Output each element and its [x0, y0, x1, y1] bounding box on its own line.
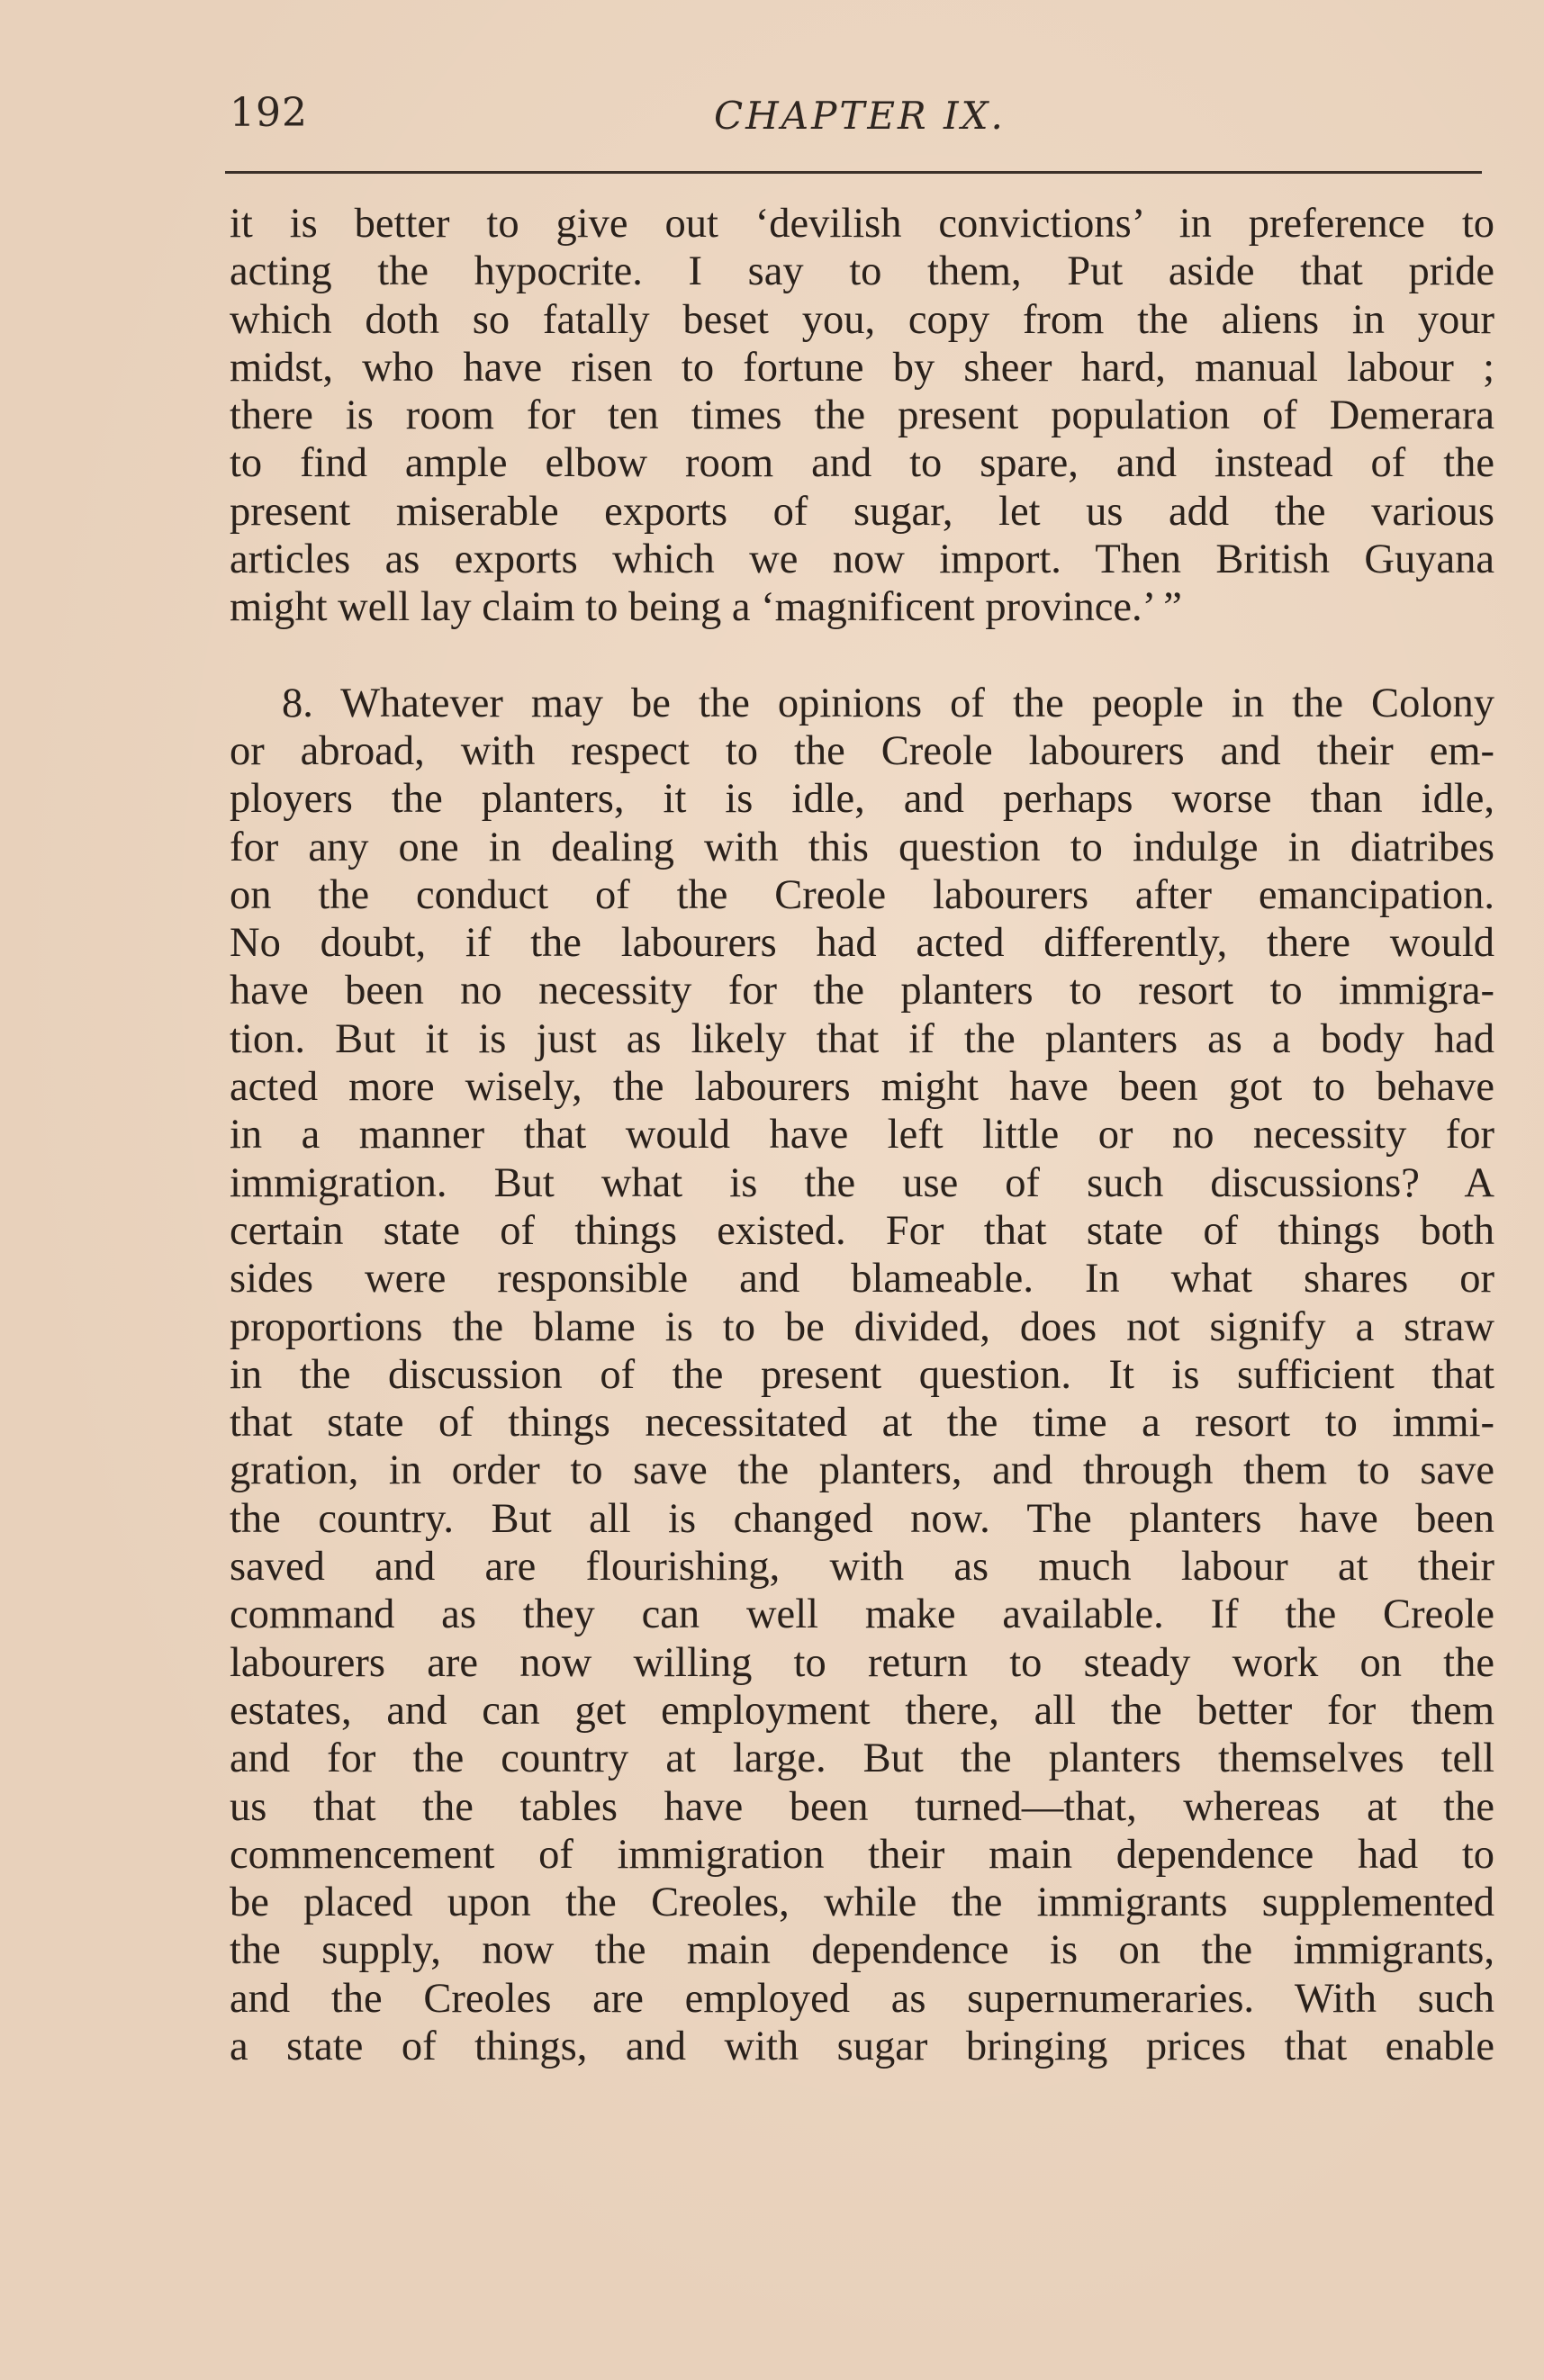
text-line: the country. But all is changed now. The planters have been	[230, 1495, 1494, 1542]
text-line: be placed upon the Creoles, while the immigrants supplemented	[230, 1880, 1494, 1926]
text-line: present miserable exports of sugar, let us add the various	[230, 488, 1494, 535]
text-line: saved and are flourishing, with as much labour at their	[230, 1544, 1494, 1591]
text-line: immigration. But what is the use of such discussions? A	[230, 1159, 1494, 1206]
text-line: and for the country at large. But the planters themselves tell	[230, 1735, 1494, 1782]
paragraph-8	[230, 680, 1494, 2071]
text-line: certain state of things existed. For that state of things both	[230, 1207, 1494, 1254]
paragraph-gap	[230, 632, 1494, 680]
page-number: 192	[230, 90, 308, 136]
text-line: proportions the blame is to be divided, does not signify a straw	[230, 1303, 1494, 1350]
text-line: us that the tables have been turned—that, whereas at the	[230, 1783, 1494, 1830]
text-line: there is room for ten times the present population of Demerara	[230, 392, 1494, 439]
text-line: the supply, now the main dependence is on the immigrants,	[230, 1927, 1494, 1974]
text-line: to find ample elbow room and to spare, and instead of the	[230, 440, 1494, 487]
paragraph-continued	[230, 200, 1494, 632]
text-line: that state of things necessitated at the time a resort to immi-	[230, 1400, 1494, 1447]
text-line: commencement of immigration their main dependence had to	[230, 1831, 1494, 1878]
text-line: on the conduct of the Creole labourers after emancipation.	[230, 871, 1494, 918]
text-line: acted more wisely, the labourers might have been got to behave	[230, 1064, 1494, 1111]
text-line: for any one in dealing with this question to indulge in diatribes	[230, 824, 1494, 870]
body-text	[230, 200, 1494, 2070]
text-line: have been no necessity for the planters to resort to immigra-	[230, 968, 1494, 1014]
text-line: and the Creoles are employed as supernumeraries. With such	[230, 1975, 1494, 2022]
text-line: gration, in order to save the planters, and through them to save	[230, 1447, 1494, 1494]
text-line: might well lay claim to being a ‘magnificent province.’ ”	[230, 584, 1182, 631]
text-line: 8. Whatever may be the opinions of the people in the Colony	[282, 680, 1494, 726]
text-line: estates, and can get employment there, all the better for them	[230, 1687, 1494, 1734]
text-line: in the discussion of the present question. It is sufficient that	[230, 1351, 1494, 1398]
text-line: which doth so fatally beset you, copy from the aliens in your	[230, 296, 1494, 343]
text-line: midst, who have risen to fortune by sheer hard, manual labour ;	[230, 344, 1494, 391]
text-line: a state of things, and with sugar bringing prices that enable	[230, 2023, 1494, 2069]
text-line: in a manner that would have left little or no necessity for	[230, 1112, 1494, 1158]
text-line: it is better to give out ‘devilish convictions’ in preference to	[230, 201, 1494, 247]
text-line: ployers the planters, it is idle, and perhaps worse than idle,	[230, 776, 1494, 823]
text-line: acting the hypocrite. I say to them, Put aside that pride	[230, 248, 1494, 295]
text-line: tion. But it is just as likely that if the planters as a body had	[230, 1015, 1494, 1062]
text-line: labourers are now willing to return to steady work on the	[230, 1639, 1494, 1686]
text-line: sides were responsible and blameable. In what shares or	[230, 1256, 1494, 1303]
text-line: command as they can well make available. If the Creole	[230, 1591, 1494, 1638]
header-rule	[225, 171, 1482, 174]
text-line: No doubt, if the labourers had acted differently, there would	[230, 920, 1494, 967]
text-line: articles as exports which we now import. Then British Guyana	[230, 536, 1494, 583]
text-line: or abroad, with respect to the Creole labourers and their em-	[230, 727, 1494, 774]
running-head: CHAPTER IX.	[714, 94, 1006, 138]
page-header	[230, 90, 1490, 153]
